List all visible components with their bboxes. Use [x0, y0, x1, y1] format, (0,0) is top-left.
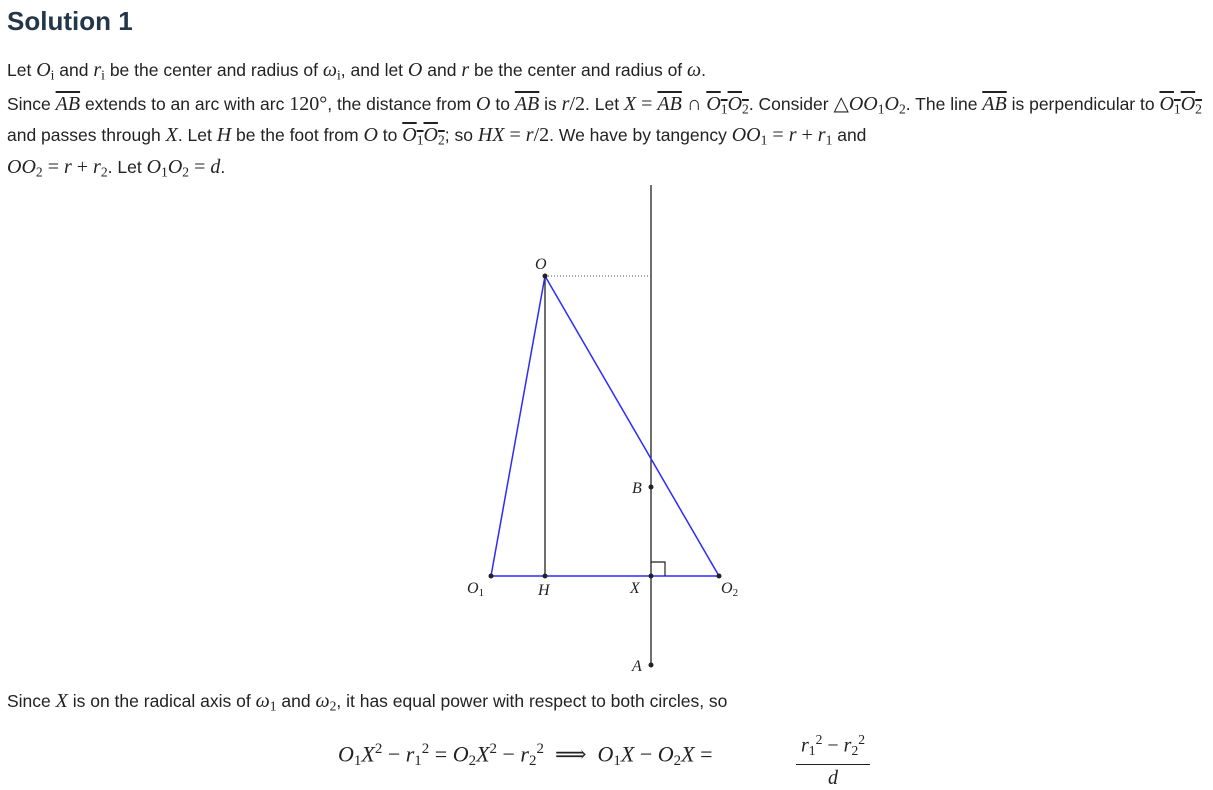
solution-heading: Solution 1	[7, 6, 133, 36]
right-angle-marker	[651, 562, 665, 576]
point-a	[649, 663, 654, 668]
side-oo1	[491, 276, 545, 576]
point-h	[543, 574, 548, 579]
point-o	[543, 274, 548, 279]
paragraph-radical-axis: Since X is on the radical axis of $\omega_1$ and $\omega_2$, it has equal power with respect to both circles, so	[7, 690, 728, 714]
side-oo2	[545, 276, 719, 576]
equation-fraction: $r_1^2 - r_2^2$ d	[794, 728, 872, 790]
label-o: O	[535, 256, 547, 273]
point-b	[649, 485, 654, 490]
label-h: H	[538, 582, 550, 599]
label-o1: O1	[467, 580, 485, 599]
point-o1	[489, 574, 494, 579]
power-equation	[338, 728, 898, 790]
equation-lhs: $O_1X^2 - r_1^2 = O_2X^2 - r_2^2$ ⟹ $O_1X - O_2X$ =	[338, 741, 713, 770]
point-x	[649, 574, 654, 579]
label-o2: O2	[721, 580, 739, 599]
label-a: A	[632, 658, 642, 675]
label-b: B	[632, 480, 642, 497]
paragraph-definitions: Let $O_i$ and $r_i$ be the center and radius of $\omega_i$, and let O and r be the center and radius of ω.	[7, 59, 707, 83]
label-x: X	[630, 580, 640, 597]
point-o2	[717, 574, 722, 579]
geometry-diagram	[0, 180, 1213, 680]
paragraph-setup: Since $\overline{AB}$ extends to an arc with arc 120°, the distance from O to $\overline{AB}$ is r/2. Let $X = \overline{AB}$ ∩ $O_1O_2$. Consider $\triangle OO_1O_2$. The line $\overline{AB}$ is perpendicular to $O_1O_2$ and passes through X. Let H be the foot from O to $O_1O_2$; so HX = r/2. We have by tangency $OO_1 = r + r_1$ and $OO_2 = r + r_2$. Let $O_1O_2 = d$.	[7, 93, 1202, 180]
